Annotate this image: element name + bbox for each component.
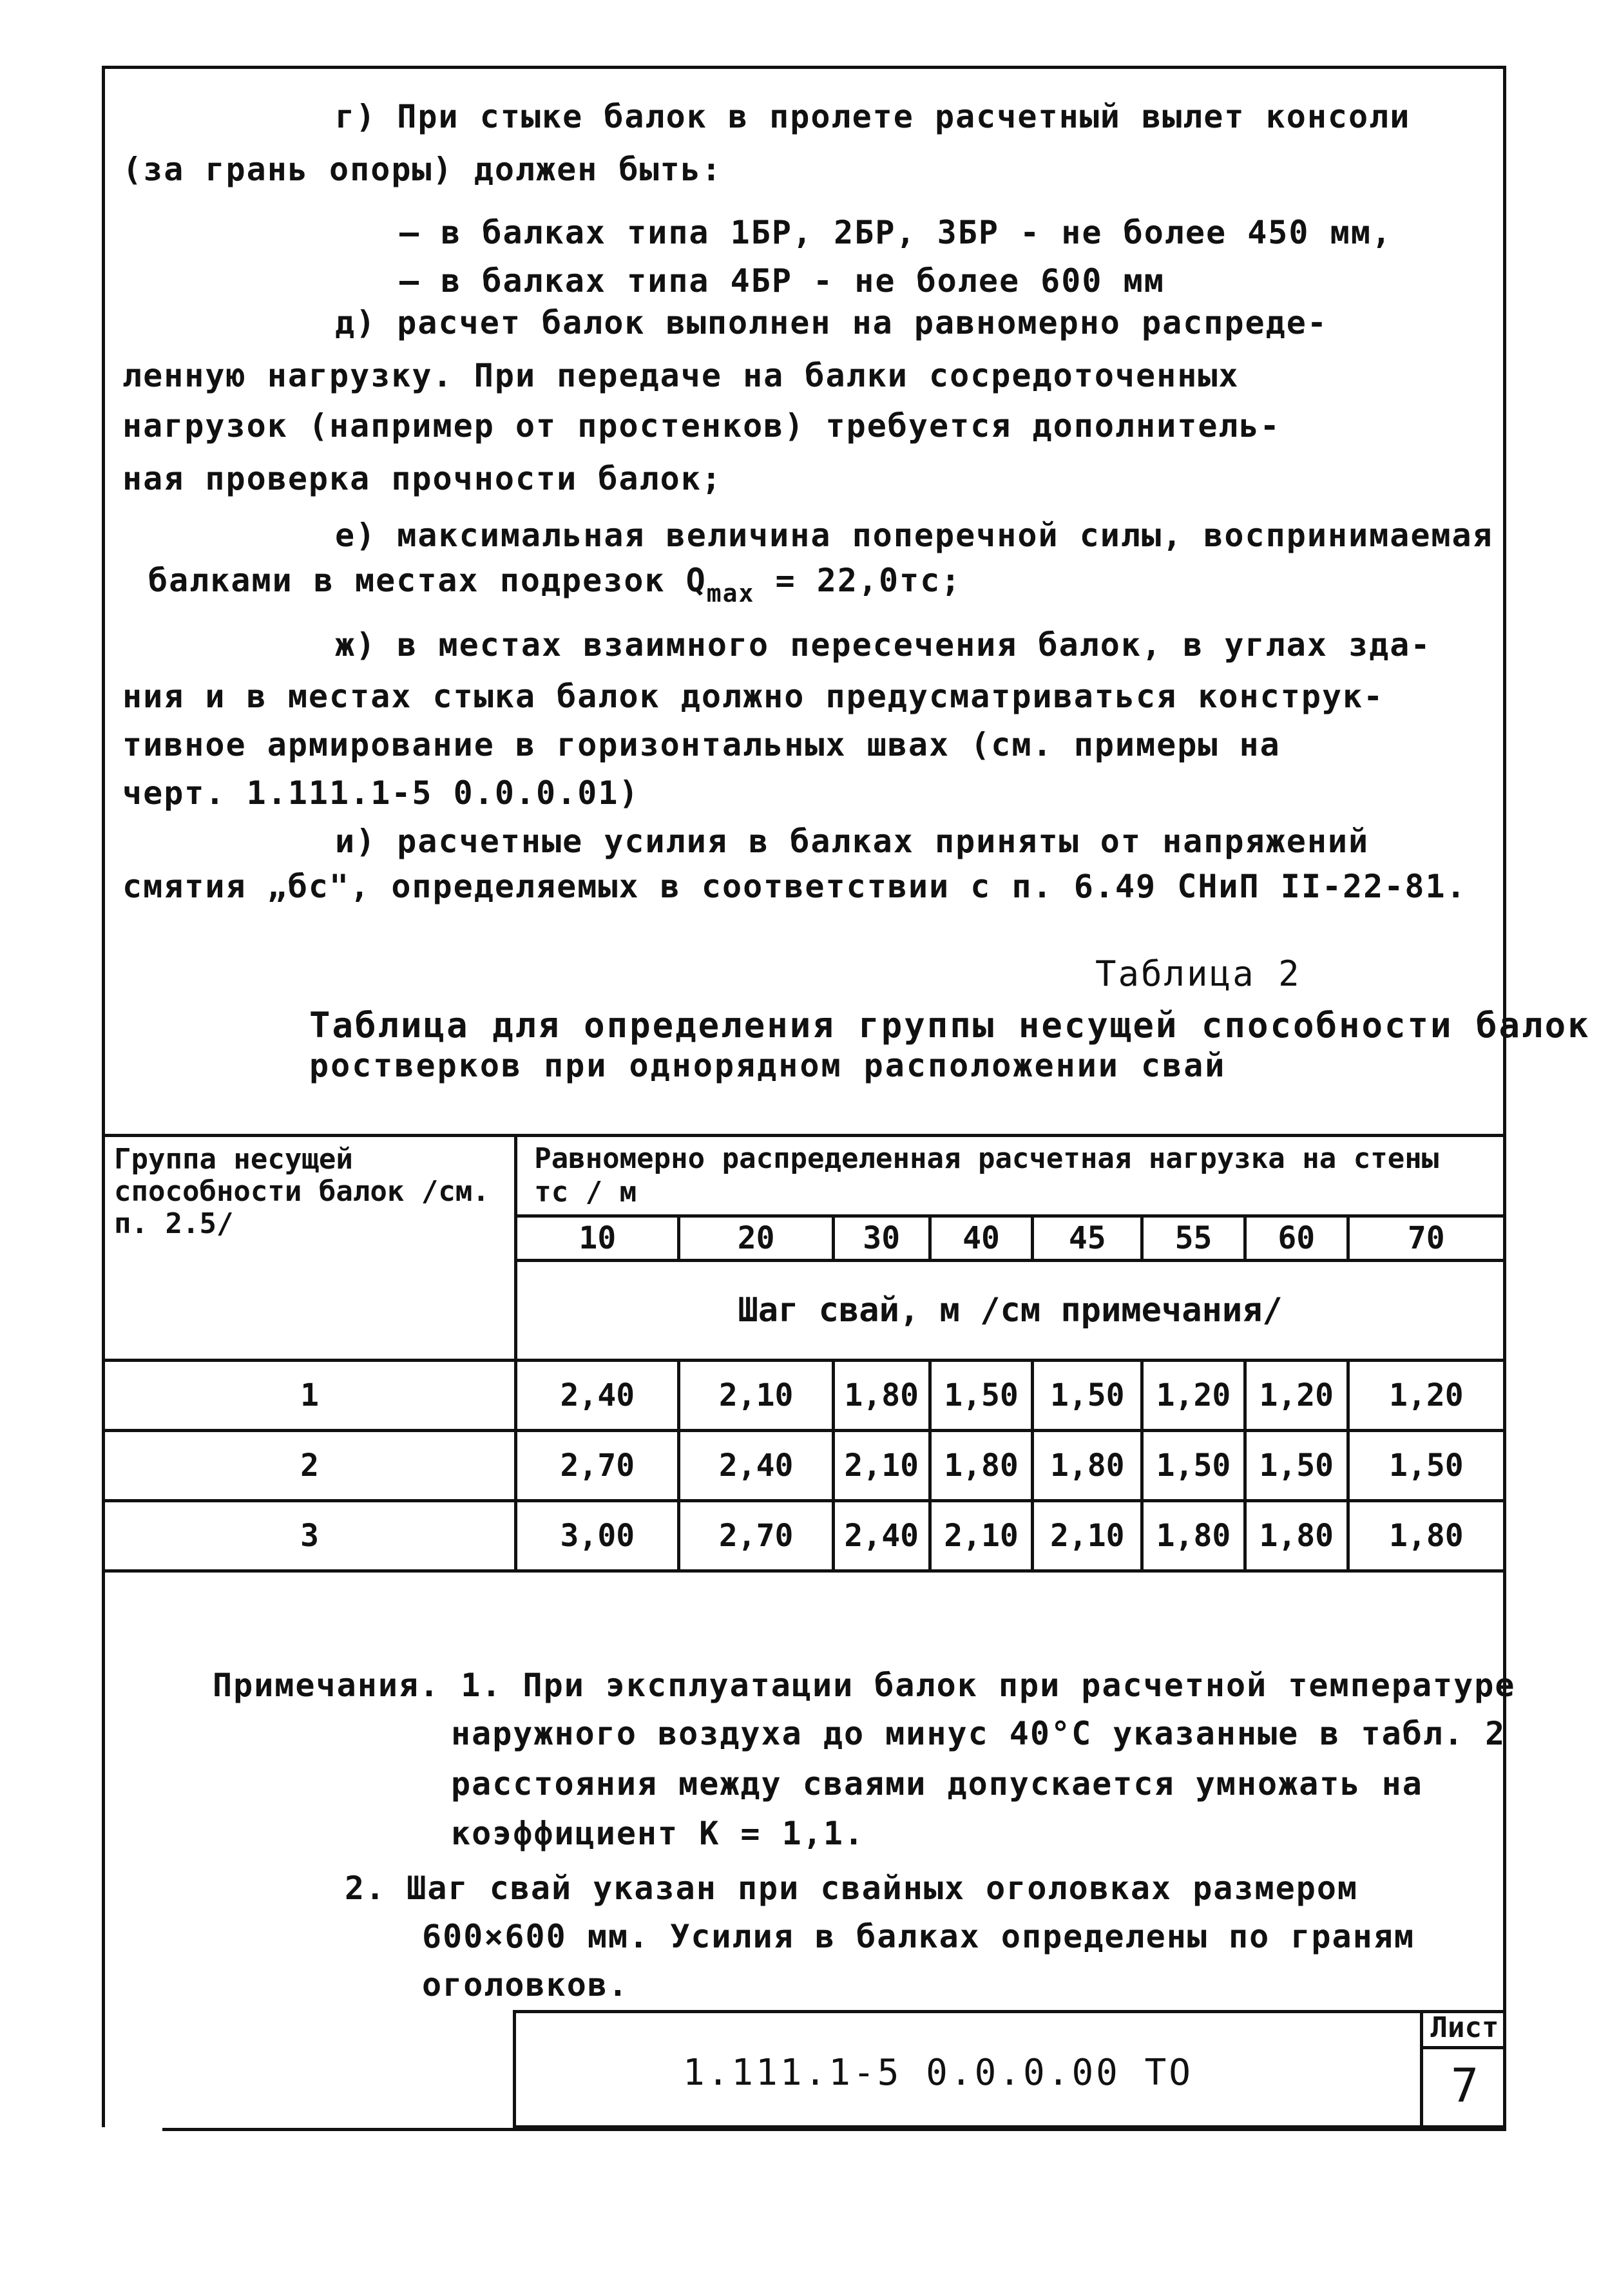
step-cell: 1,20 (1245, 1361, 1348, 1431)
group-cell: 2 (104, 1431, 516, 1501)
para-g-item1: – в балках типа 1БР, 2БР, 3БР - не более 450 мм, (399, 214, 1392, 251)
para-i-line1: и) расчетные усилия в балках приняты от напряжений (335, 823, 1370, 860)
note-2-line3: оголовков. (422, 1966, 629, 2004)
group-cell: 3 (104, 1501, 516, 1571)
para-i-line2: смятия „бс", определяемых в соответствии с п. 6.49 СНиП II-22-81. (122, 868, 1467, 905)
group-header: Группа несущей способности балок /см. п. 2.5/ (104, 1136, 516, 1361)
step-caption: Шаг свай, м /см примечания/ (516, 1261, 1505, 1361)
table-row (104, 1361, 1505, 1431)
step-cell: 1,50 (1245, 1431, 1348, 1501)
note-2-line1: 2. Шаг свай указан при свайных оголовках размером (345, 1870, 1359, 1907)
step-cell: 2,10 (1033, 1501, 1142, 1571)
document-code: 1.111.1-5 0.0.0.00 ТО (683, 2052, 1194, 2094)
table-row (104, 1501, 1505, 1571)
bottom-border (162, 2128, 1506, 2131)
step-cell: 1,50 (1033, 1361, 1142, 1431)
step-cell: 1,80 (1033, 1431, 1142, 1501)
load-value: 60 (1245, 1216, 1348, 1261)
step-cell: 3,00 (516, 1501, 679, 1571)
pile-step-table (102, 1134, 1506, 1573)
step-cell: 2,70 (516, 1431, 679, 1501)
para-g-line2: (за грань опоры) должен быть: (122, 151, 722, 188)
note-1-line4: коэффициент К = 1,1. (451, 1815, 865, 1852)
table-title-line2: ростверков при однорядном расположении свай (309, 1047, 1227, 1084)
load-value: 10 (516, 1216, 679, 1261)
note-1-line3: расстояния между сваями допускается умножать на (451, 1765, 1423, 1803)
step-cell: 1,20 (1142, 1361, 1245, 1431)
step-cell: 1,80 (930, 1431, 1033, 1501)
step-cell: 2,40 (833, 1501, 930, 1571)
step-cell: 2,40 (516, 1361, 679, 1431)
step-cell: 1,50 (930, 1361, 1033, 1431)
step-cell: 2,70 (679, 1501, 833, 1571)
step-cell: 1,80 (1245, 1501, 1348, 1571)
step-cell: 1,50 (1142, 1431, 1245, 1501)
para-e-line1: е) максимальная величина поперечной силы, воспринимаемая (335, 517, 1493, 554)
step-cell: 2,10 (679, 1361, 833, 1431)
para-zh-line4: черт. 1.111.1-5 0.0.0.01) (122, 774, 640, 812)
para-d-line3: нагрузок (например от простенков) требуется дополнитель- (122, 407, 1281, 445)
load-value: 70 (1348, 1216, 1504, 1261)
load-value: 30 (833, 1216, 930, 1261)
note-1-line1: Примечания. 1. При эксплуатации балок при расчетной температуре (213, 1667, 1516, 1704)
sheet-label: Лист (1423, 2010, 1506, 2049)
step-cell: 1,80 (833, 1361, 930, 1431)
note-2-line2: 600×600 мм. Усилия в балках определены по граням (422, 1918, 1415, 1955)
para-zh-line3: тивное армирование в горизонтальных швах (см. примеры на (122, 726, 1281, 763)
load-value: 40 (930, 1216, 1033, 1261)
step-cell: 1,80 (1142, 1501, 1245, 1571)
para-zh-line2: ния и в местах стыка балок должно предусматриваться конструк- (122, 678, 1384, 715)
table-number: Таблица 2 (1095, 953, 1301, 994)
sheet-number: 7 (1450, 2058, 1479, 2112)
para-g-line1: г) При стыке балок в пролете расчетный вылет консоли (335, 98, 1411, 135)
note-1-line2: наружного воздуха до минус 40°С указанные в табл. 2 (451, 1715, 1506, 1752)
load-value: 55 (1142, 1216, 1245, 1261)
load-value: 20 (679, 1216, 833, 1261)
para-d-line4: ная проверка прочности балок; (122, 460, 722, 497)
load-header: Равномерно распределенная расчетная нагрузка на стены тс / м (516, 1136, 1505, 1216)
para-e-line2: балками в местах подрезок $Q_{max} = 22,0тс$; (148, 562, 962, 607)
step-cell: 1,20 (1348, 1361, 1504, 1431)
step-cell: 2,10 (930, 1501, 1033, 1571)
para-zh-line1: ж) в местах взаимного пересечения балок, в углах зда- (335, 626, 1432, 664)
load-value: 45 (1033, 1216, 1142, 1261)
para-d-line2: ленную нагрузку. При передаче на балки сосредоточенных (122, 357, 1240, 394)
sheet-box (1420, 2010, 1506, 2129)
step-cell: 2,40 (679, 1431, 833, 1501)
para-d-line1: д) расчет балок выполнен на равномерно распреде- (335, 304, 1328, 341)
step-cell: 1,80 (1348, 1501, 1504, 1571)
table-title-line1: Таблица для определения группы несущей способности балок (309, 1005, 1591, 1046)
para-g-item2: – в балках типа 4БР - не более 600 мм (399, 262, 1165, 300)
step-cell: 2,10 (833, 1431, 930, 1501)
step-cell: 1,50 (1348, 1431, 1504, 1501)
table-row (104, 1431, 1505, 1501)
group-cell: 1 (104, 1361, 516, 1431)
